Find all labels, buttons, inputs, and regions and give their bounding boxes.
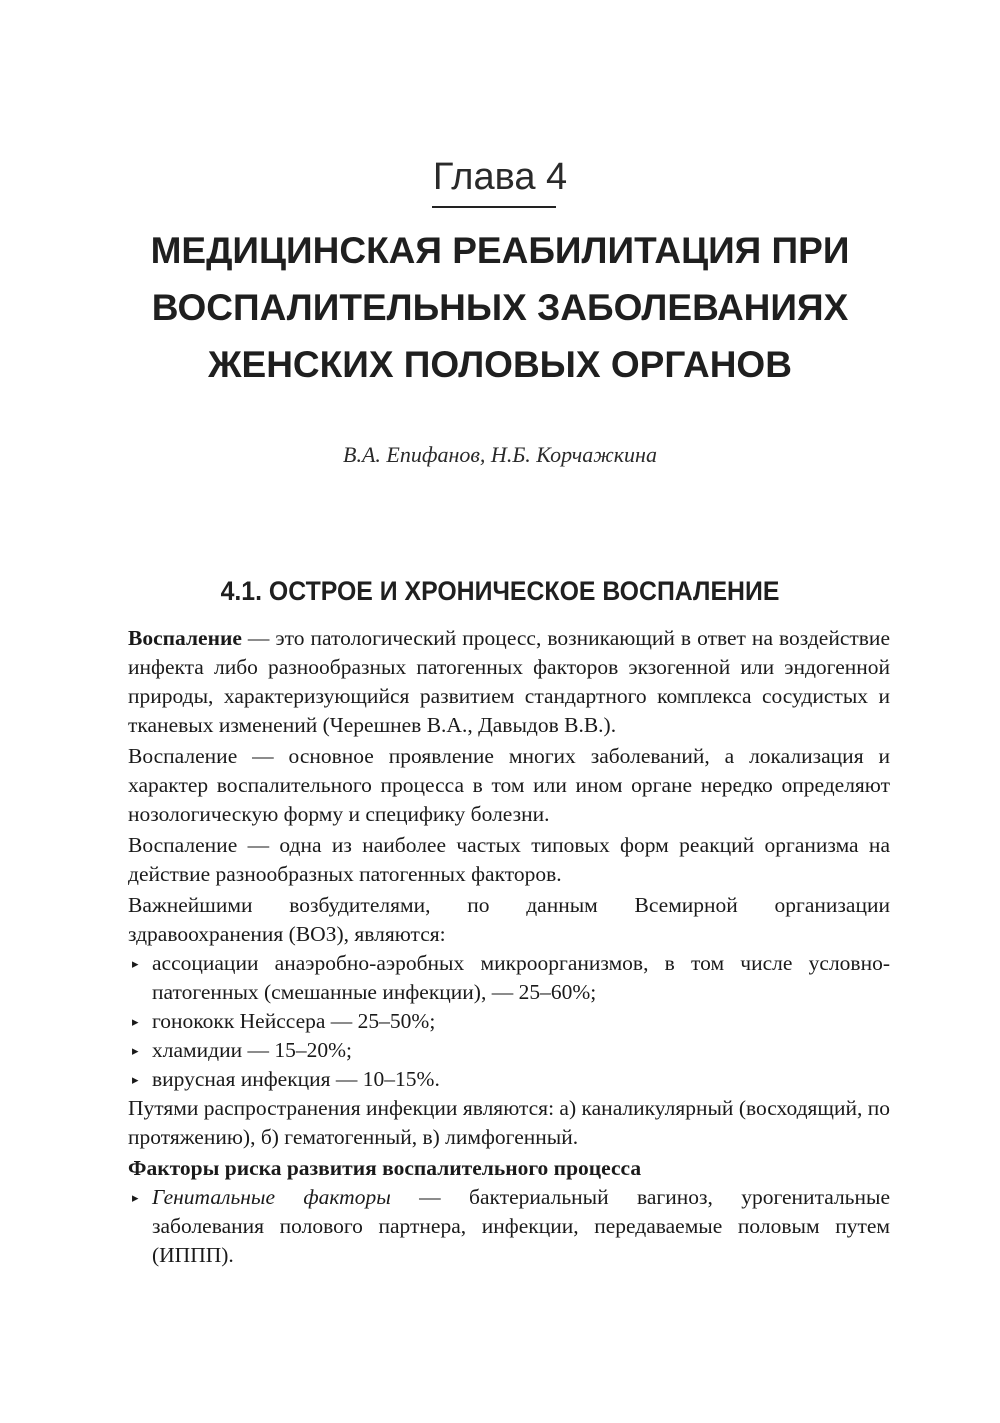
body-text xyxy=(128,624,890,1270)
risk-factor-list xyxy=(128,1183,890,1270)
chapter-title-line: МЕДИЦИНСКАЯ РЕАБИЛИТАЦИЯ ПРИ xyxy=(150,230,850,271)
triangle-bullet-icon: ▸ xyxy=(132,1190,139,1205)
paragraph: Путями распространения инфекции являются: а) каналикулярный (восходящий, по протяжению), б) гематогенный, в) лимфогенный. xyxy=(128,1096,890,1149)
term-inflammation: Воспаление xyxy=(128,626,242,650)
risk-term: Генитальные факторы xyxy=(152,1185,391,1209)
list-item: ▸ вирусная инфекция — 10–15%. xyxy=(128,1065,890,1094)
chapter-label: Глава 4 xyxy=(432,156,568,198)
chapter-title-line: ЖЕНСКИХ ПОЛОВЫХ ОРГАНОВ xyxy=(208,344,792,385)
section-heading: 4.1. ОСТРОЕ И ХРОНИЧЕСКОЕ ВОСПАЛЕНИЕ xyxy=(220,576,780,606)
risk-text: — бактериальный вагиноз, урогенитальные заболевания полового партнера, инфекции, передаваемые половым путем (ИППП). xyxy=(152,1185,890,1267)
triangle-bullet-icon: ▸ xyxy=(132,1072,139,1087)
risk-factors-heading: Факторы риска развития воспалительного процесса xyxy=(128,1156,642,1180)
pathogen-list xyxy=(128,949,890,1094)
list-item xyxy=(128,1183,890,1270)
list-item: ▸ гонококк Нейссера — 25–50%; xyxy=(128,1007,890,1036)
paragraph: Воспаление — основное проявление многих заболеваний, а локализация и характер воспалительного процесса в том или ином органе нередко определяют нозологическую форму и специфику болезни. xyxy=(128,744,890,826)
paragraph-definition xyxy=(128,624,890,740)
paragraph: Воспаление — одна из наиболее частых типовых форм реакций организма на действие разнообразных патогенных факторов. xyxy=(128,833,890,886)
paragraph: Важнейшими возбудителями, по данным Всемирной организации здравоохранения (ВОЗ), являются: xyxy=(128,893,890,946)
list-item: ▸ хламидии — 15–20%; xyxy=(128,1036,890,1065)
definition-text: — это патологический процесс, возникающий в ответ на воздействие инфекта либо разнообразных патогенных факторов экзогенной или эндогенной природы, характеризующийся развитием стандартного комплекса сосудистых и тканевых изменений (Черешнев В.А., Давыдов В.В.). xyxy=(128,626,890,737)
chapter-underline xyxy=(432,206,556,208)
triangle-bullet-icon: ▸ xyxy=(132,1043,139,1058)
authors: В.А. Епифанов, Н.Б. Корчажкина xyxy=(343,442,657,467)
triangle-bullet-icon: ▸ xyxy=(132,1014,139,1029)
triangle-bullet-icon: ▸ xyxy=(132,956,139,971)
list-item: ▸ ассоциации анаэробно-аэробных микроорганизмов, в том числе условно-патогенных (смешанные инфекции), — 25–60%; xyxy=(132,951,890,1004)
chapter-title xyxy=(60,222,940,393)
chapter-title-line: ВОСПАЛИТЕЛЬНЫХ ЗАБОЛЕВАНИЯХ xyxy=(151,287,849,328)
